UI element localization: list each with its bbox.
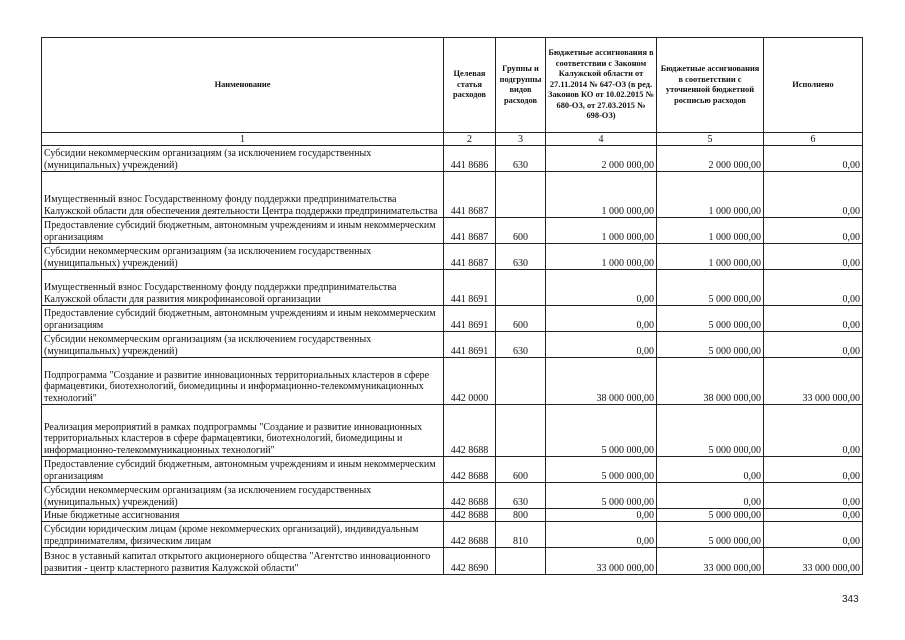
row-executed-amount: 0,00 (764, 146, 863, 172)
row-executed-amount: 0,00 (764, 244, 863, 270)
row-law-amount: 0,00 (546, 522, 657, 548)
row-expense-group: 810 (496, 522, 546, 548)
row-target-article: 441 8687 (444, 172, 496, 218)
row-expense-group: 800 (496, 509, 546, 522)
row-target-article: 441 8686 (444, 146, 496, 172)
row-executed-amount: 0,00 (764, 483, 863, 509)
row-law-amount: 2 000 000,00 (546, 146, 657, 172)
row-expense-group (496, 172, 546, 218)
row-name: Реализация мероприятий в рамках подпрограммы "Создание и развитие инновационных территориальных кластеров в сфере фармацевтики, биотехнологий, биомедицины и информационно-телекоммуникационных технологий" (42, 405, 444, 457)
table-row (42, 358, 863, 405)
row-executed-amount: 0,00 (764, 172, 863, 218)
table-row (42, 522, 863, 548)
header-refined-allocations: Бюджетные ассигнования в соответствии с уточненной бюджетной росписью расходов (657, 38, 764, 133)
row-expense-group (496, 270, 546, 306)
row-refined-amount: 5 000 000,00 (657, 270, 764, 306)
row-law-amount: 1 000 000,00 (546, 218, 657, 244)
header-row (42, 38, 863, 133)
table-row (42, 405, 863, 457)
row-executed-amount: 0,00 (764, 509, 863, 522)
row-expense-group: 630 (496, 483, 546, 509)
row-name: Субсидии юридическим лицам (кроме некоммерческих организаций), индивидуальным предпринимателям, физическим лицам (42, 522, 444, 548)
row-name: Субсидии некоммерческим организациям (за исключением государственных (муниципальных) учреждений) (42, 146, 444, 172)
table-row (42, 483, 863, 509)
row-law-amount: 0,00 (546, 306, 657, 332)
row-executed-amount: 0,00 (764, 332, 863, 358)
row-name: Субсидии некоммерческим организациям (за исключением государственных (муниципальных) учреждений) (42, 483, 444, 509)
table-row (42, 306, 863, 332)
row-target-article: 442 8688 (444, 457, 496, 483)
row-name: Взнос в уставный капитал открытого акционерного общества "Агентство инновационного развития - центр кластерного развития Калужской области" (42, 548, 444, 575)
row-name: Иные бюджетные ассигнования (42, 509, 444, 522)
row-refined-amount: 0,00 (657, 457, 764, 483)
row-name: Предоставление субсидий бюджетным, автономным учреждениям и иным некоммерческим организациям (42, 218, 444, 244)
column-number-row (42, 133, 863, 146)
table-row (42, 332, 863, 358)
column-number: 4 (546, 133, 657, 146)
row-target-article: 441 8687 (444, 218, 496, 244)
budget-table (41, 37, 863, 575)
row-law-amount: 5 000 000,00 (546, 457, 657, 483)
row-target-article: 441 8687 (444, 244, 496, 270)
row-refined-amount: 5 000 000,00 (657, 522, 764, 548)
table-row (42, 244, 863, 270)
row-refined-amount: 2 000 000,00 (657, 146, 764, 172)
row-law-amount: 33 000 000,00 (546, 548, 657, 575)
row-target-article: 442 0000 (444, 358, 496, 405)
row-expense-group: 600 (496, 306, 546, 332)
row-target-article: 441 8691 (444, 332, 496, 358)
row-law-amount: 0,00 (546, 509, 657, 522)
row-law-amount: 5 000 000,00 (546, 483, 657, 509)
row-executed-amount: 0,00 (764, 405, 863, 457)
page-number: 343 (842, 594, 859, 605)
row-refined-amount: 5 000 000,00 (657, 332, 764, 358)
row-name: Предоставление субсидий бюджетным, автономным учреждениям и иным некоммерческим организациям (42, 457, 444, 483)
header-target-article: Целевая статья расходов (444, 38, 496, 133)
row-refined-amount: 5 000 000,00 (657, 306, 764, 332)
row-expense-group: 630 (496, 244, 546, 270)
row-name: Подпрограмма "Создание и развитие инновационных территориальных кластеров в сфере фармацевтики, биотехнологий, биомедицины и информационно-телекоммуникационных технологий" (42, 358, 444, 405)
row-law-amount: 0,00 (546, 332, 657, 358)
row-name: Имущественный взнос Государственному фонду поддержки предпринимательства Калужской области для развития микрофинансовой организации (42, 270, 444, 306)
row-name: Субсидии некоммерческим организациям (за исключением государственных (муниципальных) учреждений) (42, 332, 444, 358)
row-refined-amount: 1 000 000,00 (657, 244, 764, 270)
header-executed: Исполнено (764, 38, 863, 133)
row-executed-amount: 0,00 (764, 270, 863, 306)
row-expense-group (496, 405, 546, 457)
row-refined-amount: 5 000 000,00 (657, 509, 764, 522)
row-refined-amount: 1 000 000,00 (657, 172, 764, 218)
table-row (42, 270, 863, 306)
row-law-amount: 1 000 000,00 (546, 172, 657, 218)
table-row (42, 457, 863, 483)
row-refined-amount: 0,00 (657, 483, 764, 509)
row-target-article: 442 8688 (444, 522, 496, 548)
row-executed-amount: 33 000 000,00 (764, 358, 863, 405)
row-target-article: 442 8690 (444, 548, 496, 575)
row-expense-group (496, 358, 546, 405)
row-refined-amount: 33 000 000,00 (657, 548, 764, 575)
table-row (42, 509, 863, 522)
row-refined-amount: 38 000 000,00 (657, 358, 764, 405)
row-executed-amount: 0,00 (764, 306, 863, 332)
row-target-article: 442 8688 (444, 483, 496, 509)
header-law-allocations: Бюджетные ассигнования в соответствии с Законом Калужской области от 27.11.2014 № 647-ОЗ (в ред. Законов КО от 10.02.2015 № 680-ОЗ, от 27.03.2015 № 698-ОЗ) (546, 38, 657, 133)
table-row (42, 172, 863, 218)
table-row (42, 218, 863, 244)
row-target-article: 442 8688 (444, 509, 496, 522)
header-name: Наименование (42, 38, 444, 133)
row-target-article: 441 8691 (444, 270, 496, 306)
header-expense-groups: Группы и подгруппы видов расходов (496, 38, 546, 133)
row-expense-group (496, 548, 546, 575)
row-executed-amount: 0,00 (764, 457, 863, 483)
row-law-amount: 5 000 000,00 (546, 405, 657, 457)
row-executed-amount: 0,00 (764, 522, 863, 548)
row-expense-group: 630 (496, 146, 546, 172)
row-name: Предоставление субсидий бюджетным, автономным учреждениям и иным некоммерческим организациям (42, 306, 444, 332)
column-number: 5 (657, 133, 764, 146)
row-law-amount: 0,00 (546, 270, 657, 306)
table-row (42, 548, 863, 575)
column-number: 6 (764, 133, 863, 146)
row-name: Имущественный взнос Государственному фонду поддержки предпринимательства Калужской области для обеспечения деятельности Центра поддержки предпринимательства (42, 172, 444, 218)
row-law-amount: 1 000 000,00 (546, 244, 657, 270)
row-expense-group: 600 (496, 218, 546, 244)
row-law-amount: 38 000 000,00 (546, 358, 657, 405)
row-name: Субсидии некоммерческим организациям (за исключением государственных (муниципальных) учреждений) (42, 244, 444, 270)
row-target-article: 441 8691 (444, 306, 496, 332)
column-number: 3 (496, 133, 546, 146)
row-executed-amount: 33 000 000,00 (764, 548, 863, 575)
row-expense-group: 630 (496, 332, 546, 358)
column-number: 1 (42, 133, 444, 146)
row-target-article: 442 8688 (444, 405, 496, 457)
column-number: 2 (444, 133, 496, 146)
row-refined-amount: 5 000 000,00 (657, 405, 764, 457)
row-refined-amount: 1 000 000,00 (657, 218, 764, 244)
row-expense-group: 600 (496, 457, 546, 483)
table-row (42, 146, 863, 172)
row-executed-amount: 0,00 (764, 218, 863, 244)
